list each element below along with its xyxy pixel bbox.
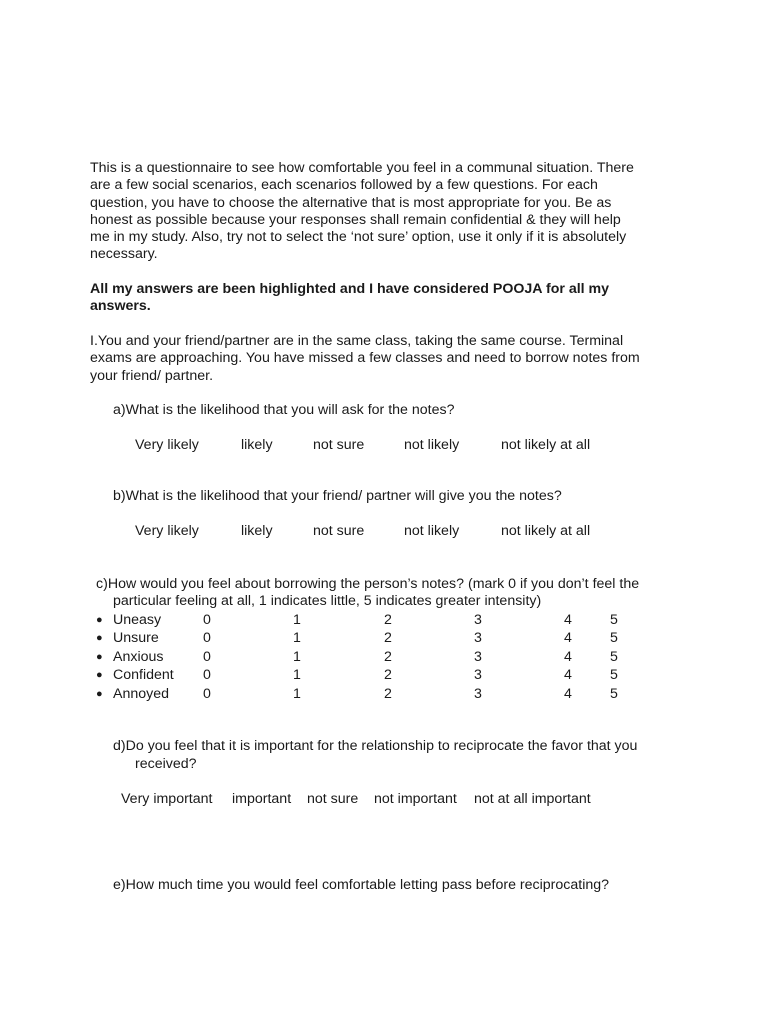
option-important[interactable]: important [232, 791, 292, 807]
option-likely[interactable]: likely [241, 523, 273, 539]
bullet-icon: ● [96, 614, 103, 626]
feeling-label: Anxious [113, 649, 164, 665]
feeling-row-confident [0, 667, 768, 685]
bullet-icon: ● [96, 632, 103, 644]
scale-option-2[interactable]: 2 [384, 649, 392, 665]
scale-option-5[interactable]: 5 [610, 649, 618, 665]
note-line: All my answers are been highlighted and I have considered POOJA for all my [90, 281, 610, 297]
scale-option-4[interactable]: 4 [564, 612, 572, 628]
scale-option-1[interactable]: 1 [293, 612, 301, 628]
option-not-likely[interactable]: not likely [404, 437, 460, 453]
question-e: e)How much time you would feel comfortable letting pass before reciprocating? [113, 877, 610, 893]
scenario-line: exams are approaching. You have missed a few classes and need to borrow notes from [90, 350, 640, 367]
option-not-important[interactable]: not important [374, 791, 457, 807]
scale-option-2[interactable]: 2 [384, 630, 392, 646]
scale-option-5[interactable]: 5 [610, 686, 618, 702]
note-line: answers. [90, 298, 151, 315]
scenario-line: your friend/ partner. [90, 367, 214, 384]
importance-options [0, 791, 768, 809]
scale-option-0[interactable]: 0 [203, 649, 211, 665]
feeling-row-unsure [0, 630, 768, 648]
scale-option-0[interactable]: 0 [203, 686, 211, 702]
bullet-icon: ● [96, 688, 103, 700]
option-not-sure[interactable]: not sure [313, 437, 365, 453]
scale-option-5[interactable]: 5 [610, 630, 618, 646]
scale-option-2[interactable]: 2 [384, 686, 392, 702]
scale-option-5[interactable]: 5 [610, 612, 618, 628]
scale-option-3[interactable]: 3 [474, 649, 482, 665]
scale-option-0[interactable]: 0 [203, 630, 211, 646]
scale-option-4[interactable]: 4 [564, 667, 572, 683]
bullet-icon: ● [96, 651, 103, 663]
bullet-icon: ● [96, 669, 103, 681]
question-c-line-1: c)How would you feel about borrowing the person’s notes? (mark 0 if you don’t feel the [96, 576, 640, 592]
likelihood-options-b [0, 523, 768, 541]
option-very-likely[interactable]: Very likely [135, 523, 199, 539]
option-not-likely-at-all[interactable]: not likely at all [501, 437, 591, 453]
intro-line: This is a questionnaire to see how comfortable you feel in a communal situation. There [90, 160, 634, 176]
option-very-important[interactable]: Very important [121, 791, 213, 807]
feeling-row-uneasy [0, 612, 768, 630]
feeling-label: Unsure [113, 630, 159, 646]
option-likely[interactable]: likely [241, 437, 273, 453]
question-b: b)What is the likelihood that your friend/ partner will give you the notes? [113, 488, 562, 504]
scale-option-4[interactable]: 4 [564, 649, 572, 665]
intro-line: necessary. [90, 246, 158, 263]
likelihood-options-a [0, 437, 768, 455]
scenario-paragraph [90, 333, 640, 385]
scale-option-3[interactable]: 3 [474, 667, 482, 683]
scale-option-1[interactable]: 1 [293, 649, 301, 665]
highlight-note [90, 281, 609, 316]
intro-line: are a few social scenarios, each scenarios followed by a few questions. For each [90, 177, 598, 194]
scale-option-3[interactable]: 3 [474, 630, 482, 646]
option-not-likely[interactable]: not likely [404, 523, 460, 539]
intro-paragraph [90, 160, 634, 264]
option-not-likely-at-all[interactable]: not likely at all [501, 523, 591, 539]
intro-line: honest as possible because your responses shall remain confidential & they will help [90, 211, 621, 228]
intro-line: me in my study. Also, try not to select the ‘not sure’ option, use it only if it is absolutely [90, 229, 627, 246]
feeling-label: Annoyed [113, 686, 170, 702]
question-c-line-2: particular feeling at all, 1 indicates little, 5 indicates greater intensity) [113, 593, 542, 609]
scale-option-3[interactable]: 3 [474, 686, 482, 702]
option-not-sure[interactable]: not sure [307, 791, 359, 807]
question-d-line-1: d)Do you feel that it is important for the relationship to reciprocate the favor that you [113, 738, 638, 754]
option-not-sure[interactable]: not sure [313, 523, 365, 539]
scale-option-0[interactable]: 0 [203, 612, 211, 628]
scale-option-2[interactable]: 2 [384, 667, 392, 683]
scale-option-2[interactable]: 2 [384, 612, 392, 628]
question-d-line-2: received? [135, 756, 197, 772]
feeling-label: Uneasy [113, 612, 162, 628]
intro-line: question, you have to choose the alternative that is most appropriate for you. Be as [90, 194, 612, 211]
option-very-likely[interactable]: Very likely [135, 437, 199, 453]
scale-option-4[interactable]: 4 [564, 630, 572, 646]
scenario-line: I.You and your friend/partner are in the same class, taking the same course. Terminal [90, 333, 624, 349]
feeling-row-anxious [0, 649, 768, 667]
scale-option-3[interactable]: 3 [474, 612, 482, 628]
scale-option-4[interactable]: 4 [564, 686, 572, 702]
scale-option-0[interactable]: 0 [203, 667, 211, 683]
scale-option-5[interactable]: 5 [610, 667, 618, 683]
scale-option-1[interactable]: 1 [293, 686, 301, 702]
option-not-at-all-important[interactable]: not at all important [474, 791, 591, 807]
question-a: a)What is the likelihood that you will ask for the notes? [113, 402, 455, 418]
feeling-row-annoyed [0, 686, 768, 704]
scale-option-1[interactable]: 1 [293, 630, 301, 646]
feeling-label: Confident [113, 667, 174, 683]
scale-option-1[interactable]: 1 [293, 667, 301, 683]
